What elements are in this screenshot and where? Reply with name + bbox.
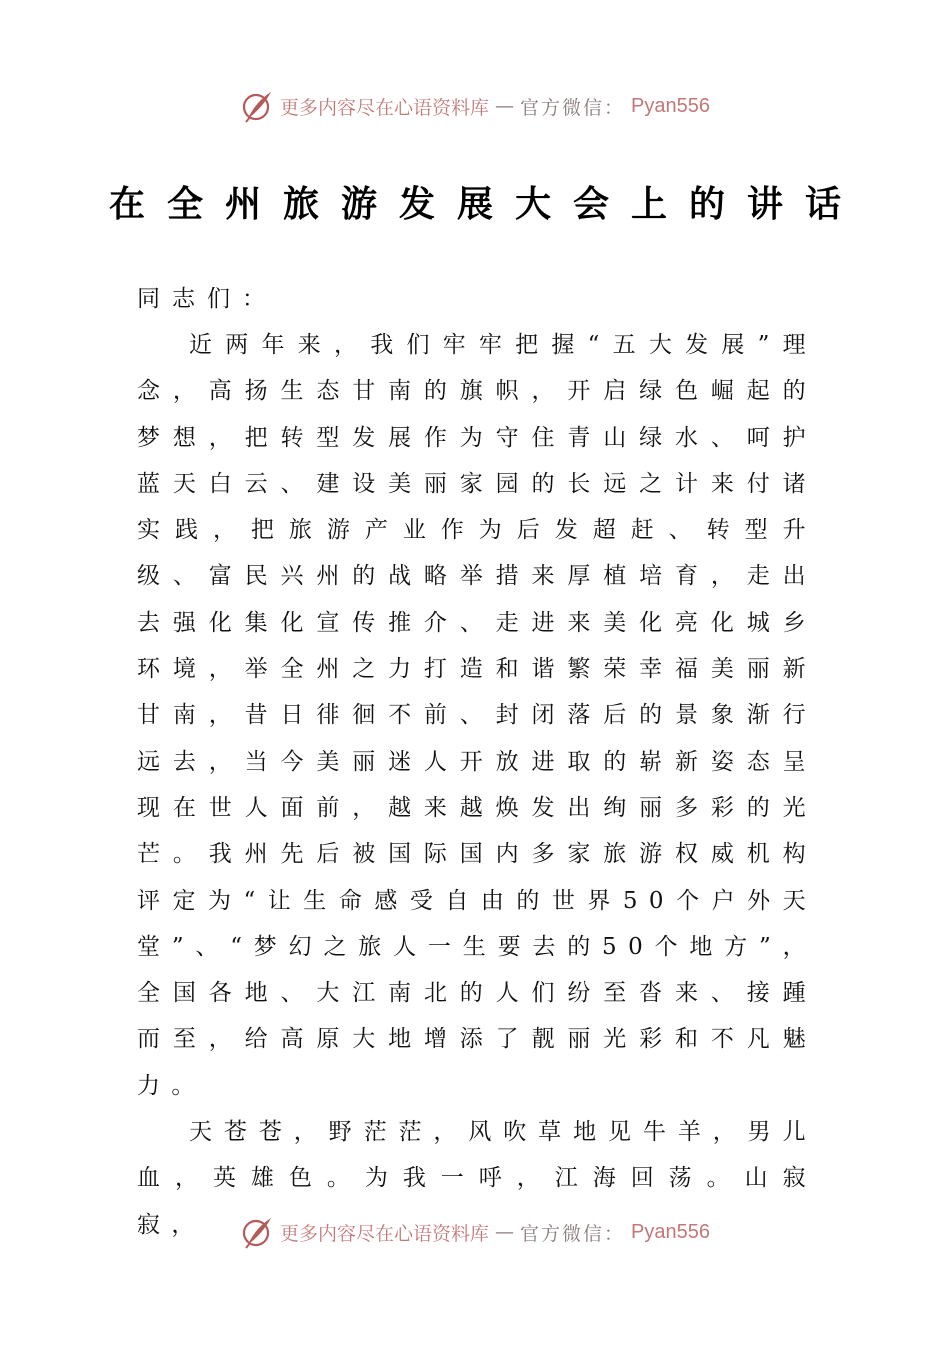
paragraph-2: 天苍苍，野茫茫，风吹草地见牛羊，男儿血，英雄色。为我一呼，江海回荡。山寂寂， [137,1119,817,1238]
watermark-wechat-id: Pyan556 [631,94,710,117]
footer-watermark [0,1212,950,1252]
header-watermark [0,86,950,126]
watermark-main-text: 更多内容尽在心语资料库 [280,1222,490,1245]
feather-pen-logo-icon [240,89,274,123]
watermark-separator: — [495,1221,515,1243]
watermark-wechat-label: 官方微信： [520,1222,626,1245]
watermark-main-text: 更多内容尽在心语资料库 [280,96,490,119]
watermark-wechat-label: 官方微信： [520,96,626,119]
watermark-wechat-id: Pyan556 [631,1220,710,1243]
document-title: 在全州旅游发展大会上的讲话 [108,184,863,225]
paragraph-1: 近两年来，我们牢牢把握“五大发展”理念，高扬生态甘南的旗帜，开启绿色崛起的梦想，把转型发展作为守住青山绿水、呵护蓝天白云、建设美丽家园的长远之计来付诸实践，把旅游产业作为后发超赶、转型升级、富民兴州的战略举措来厚植培育，走出去强化集化宣传推介、走进来美化亮化城乡环境，举全州之力打造和谐繁荣幸福美丽新甘南，昔日徘徊不前、封闭落后的景象渐行远去，当今美丽迷人开放进取的崭新姿态呈现在世人面前，越来越焕发出绚丽多彩的光芒。我州先后被国际国内多家旅游权威机构评定为“让生命感受自由的世界50个户外天堂”、“梦幻之旅人一生要去的50个地方”，全国各地、大江南北的人们纷至沓来、接踵而至，给高原大地增添了靓丽光彩和不凡魅力。 [137,332,817,1099]
document-body [137,276,817,1248]
salutation: 同志们： [137,286,277,312]
watermark-separator: — [495,95,515,117]
feather-pen-logo-icon [240,1215,274,1249]
